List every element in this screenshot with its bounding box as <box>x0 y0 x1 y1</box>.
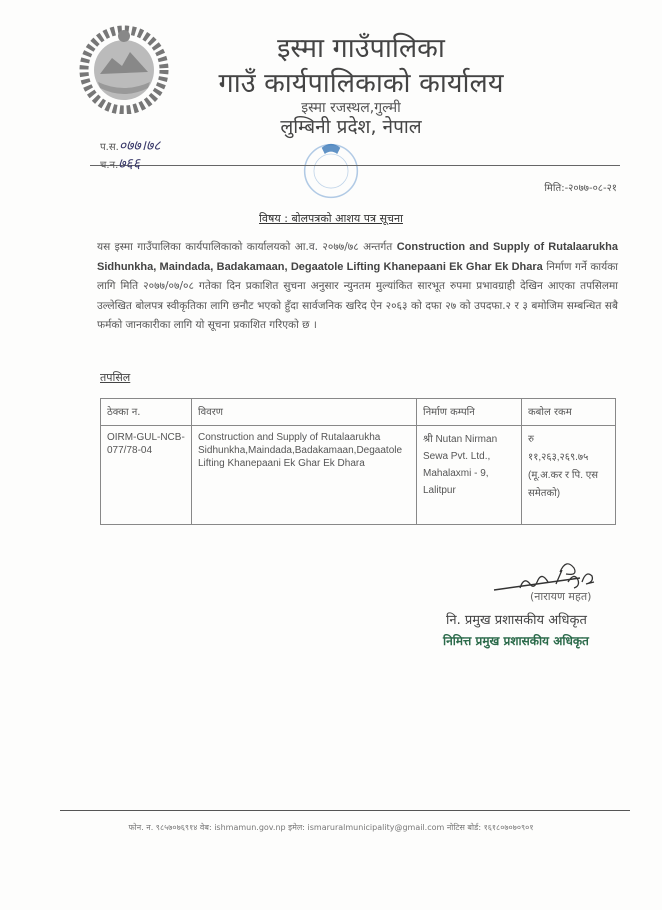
header-divider <box>90 165 620 166</box>
currency: रु <box>528 434 534 445</box>
amount: ११,२६३,२६९.७५ <box>528 452 589 463</box>
description: Construction and Supply of Rutalaarukha Sidhunkha,Maindada,Badakamaan,Degaatole Lifting Khanepaani Ek Ghar Ek Dhara <box>192 426 417 525</box>
amount-cell <box>522 426 616 525</box>
subject-heading: विषय : बोलपत्रको आशय पत्र सूचना <box>259 212 403 225</box>
footer-divider <box>60 810 630 811</box>
col-company: निर्माण कम्पनि <box>417 399 522 426</box>
amount-note: (मू.अ.कर र पि. एस समेतको) <box>528 470 599 499</box>
office-name: गाउँ कार्यपालिकाको कार्यालय <box>218 68 504 99</box>
contact-footer: फोन. न. ९८५७०७६९१४ वेब: ishmamun.gov.np इमेल: ismaruralmunicipality@gmail.com नोटिस बोर्ड: १६१८०७०७०९०१ <box>128 823 534 832</box>
table-header-row <box>101 399 616 426</box>
signatory-designation: नि. प्रमुख प्रशासकीय अधिकृत <box>446 613 587 628</box>
company: श्री Nutan Nirman Sewa Pvt. Ltd., Mahalaxmi - 9, Lalitpur <box>417 426 522 525</box>
col-amount: कबोल रकम <box>522 399 616 426</box>
col-contract-no: ठेक्का न. <box>101 399 192 426</box>
document-date: मिति:-२०७७-०८-२१ <box>544 183 617 194</box>
notice-body: यस इस्मा गाउँपालिका कार्यपालिकाको कार्यालयको आ.व. २०७७/७८ अन्तर्गत Construction and Supply of Rutalaarukha Sidhunkha, Maindada, Badakamaan, Degaatole Lifting Khanepaani Ek Ghar Ek Dhara निर्माण गर्ने कार्यका लागि मिति २०७७/०७/०८ गतेका दिन प्रकाशित सुचना अनुसार न्युनतम मुल्यांकित सारभूत रुपमा प्रभावग्राही देखिन आएका तपसिलमा उल्लेखित बोलपत्र स्वीकृतिका लागि छनौट भएको हुँदा सार्वजनिक खरिद ऐन २०६३ को दफा २७ को उपदफा.२ र ३ बमोजिम सम्बन्धित सबै फर्मको जानकारीका लागि यो सूचना प्रकाशित गरिएको छ । <box>97 241 618 331</box>
office-address: इस्मा रजस्थल,गुल्मी <box>301 100 401 116</box>
designation-stamp: निमित्त प्रमुख प्रशासकीय अधिकृत <box>443 634 589 648</box>
chalani-number: च.न.७६६ <box>100 156 141 172</box>
office-seal-icon <box>300 140 362 202</box>
municipality-name: इस्मा गाउँपालिका <box>277 33 445 64</box>
table-row <box>101 426 616 525</box>
award-table <box>100 398 616 525</box>
details-heading: तपसिल <box>100 371 131 384</box>
patra-sankhya: प.स.०७७।७८ <box>100 138 161 154</box>
contract-no: OIRM-GUL-NCB-077/78-04 <box>101 426 192 525</box>
col-description: विवरण <box>192 399 417 426</box>
signatory-name: (नारायण महत) <box>530 590 592 603</box>
province-country: लुम्बिनी प्रदेश, नेपाल <box>280 116 422 138</box>
